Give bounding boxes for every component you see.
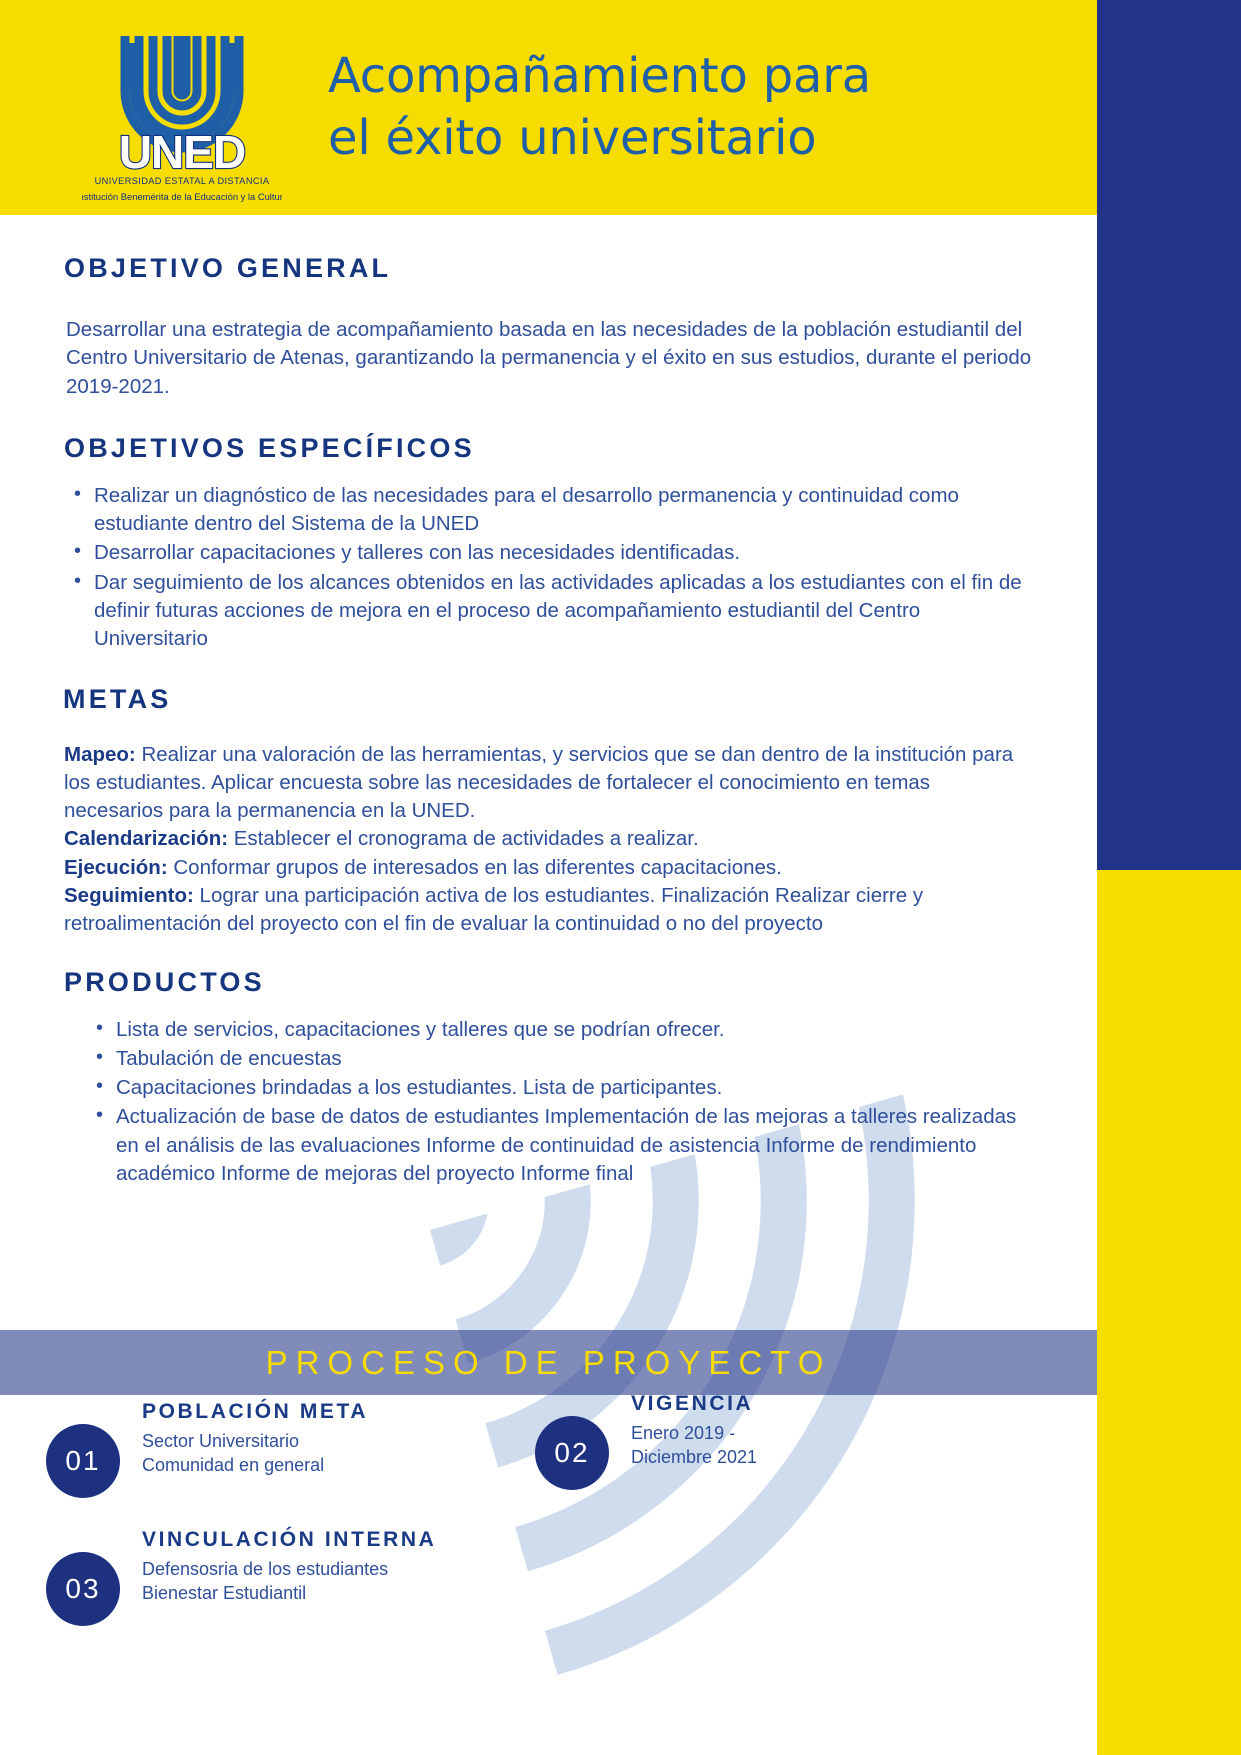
step-poblacion-meta (46, 1400, 368, 1498)
meta-entry (64, 741, 1033, 826)
uned-logo-subtitle-2: Institución Benemérita de la Educación y la Cultura (82, 190, 282, 202)
producto-item: • Actualización de base de datos de estudiantes Implementación de las mejoras a talleres realizadas en el análisis de las evaluaciones Informe de continuidad de asistencia Informe de rendimiento académico Informe de mejoras del proyecto Informe final (86, 1103, 1033, 1188)
meta-entry-text: Lograr una participación activa de los estudiantes. Finalización Realizar cierre y retroalimentación del proyecto con el fin de evaluar la continuidad o no del proyecto (64, 883, 924, 936)
meta-entry-label: Seguimiento: (64, 883, 194, 907)
meta-entry-text: Conformar grupos de interesados en las diferentes capacitaciones. (167, 855, 782, 879)
objetivos-especificos-list (64, 482, 1033, 654)
right-band-blue (1097, 0, 1241, 870)
objetivo-especifico-item: • Dar seguimiento de los alcances obtenidos en las actividades aplicadas a los estudiantes con el fin de definir futuras acciones de mejora en el proceso de acompañamiento estudiantil del Centro Universitario (64, 569, 1033, 654)
proceso-banner (0, 1330, 1097, 1395)
step-vinculacion-interna (46, 1528, 436, 1626)
meta-entry (64, 854, 1033, 882)
producto-item: • Tabulación de encuestas (86, 1045, 1033, 1073)
heading-productos: PRODUCTOS (64, 966, 265, 997)
meta-entry-label: Ejecución: (64, 855, 168, 879)
meta-entry-text: Realizar una valoración de las herramientas, y servicios que se dan dentro de la institución para los estudiantes. Aplicar encuesta sobre las necesidades de fortalecer el conocimiento en temas necesarios para la permanencia en la UNED. (64, 742, 1014, 823)
step-line-1: Sector Universitario (142, 1431, 300, 1451)
uned-wordmark: UNED (118, 125, 246, 178)
step-line-2: Comunidad en general (142, 1455, 325, 1476)
meta-entry-label: Mapeo: (64, 742, 136, 766)
page-title-line-2: el éxito universitario (328, 109, 817, 166)
proceso-banner-label: PROCESO DE PROYECTO (265, 1343, 832, 1381)
step-vigencia (535, 1392, 757, 1490)
poster-content (0, 215, 1097, 1189)
step-line-1: Defensosria de los estudiantes (142, 1559, 389, 1579)
step-number-badge: 01 (46, 1424, 120, 1498)
productos-list (86, 1016, 1033, 1189)
metas-body (64, 741, 1033, 939)
uned-logo (82, 8, 282, 208)
objetivo-general-text: Desarrollar una estrategia de acompañamiento basada en las necesidades de la población estudiantil del Centro Universitario de Atenas, garantizando la permanencia y el éxito en sus estudios, durante el periodo 2019-2021. (66, 318, 1032, 398)
page-title (328, 46, 871, 169)
objetivo-especifico-item: • Desarrollar capacitaciones y talleres con las necesidades identificadas. (64, 539, 1033, 567)
meta-entry-text: Establecer el cronograma de actividades a realizar. (228, 827, 699, 851)
meta-entry (64, 825, 1033, 853)
step-line-1: Enero 2019 - (631, 1423, 736, 1443)
heading-objetivos-especificos: OBJETIVOS ESPECÍFICOS (64, 432, 475, 463)
step-line-2: Diciembre 2021 (631, 1447, 758, 1468)
meta-entry (64, 882, 1033, 939)
meta-entry-label: Calendarización: (64, 827, 229, 851)
heading-metas: METAS (63, 683, 172, 714)
poster-header (0, 0, 1097, 215)
producto-item: • Lista de servicios, capacitaciones y talleres que se podrían ofrecer. (86, 1016, 1033, 1044)
objetivo-especifico-item: • Realizar un diagnóstico de las necesidades para el desarrollo permanencia y continuidad como estudiante dentro del Sistema de la UNED (64, 482, 1033, 539)
step-title: VIGENCIA (631, 1392, 754, 1415)
producto-item: • Capacitaciones brindadas a los estudiantes. Lista de participantes. (86, 1074, 1033, 1102)
right-band-yellow (1097, 870, 1241, 1755)
step-number-badge: 03 (46, 1552, 120, 1626)
step-title: POBLACIÓN META (142, 1400, 369, 1423)
page-title-line-1: Acompañamiento para (328, 48, 871, 105)
heading-objetivo-general: OBJETIVO GENERAL (64, 253, 392, 283)
step-title: VINCULACIÓN INTERNA (142, 1528, 437, 1551)
uned-logo-subtitle-1: UNIVERSIDAD ESTATAL A DISTANCIA (94, 175, 270, 186)
step-number-badge: 02 (535, 1416, 609, 1490)
step-line-2: Bienestar Estudiantil (142, 1583, 307, 1604)
